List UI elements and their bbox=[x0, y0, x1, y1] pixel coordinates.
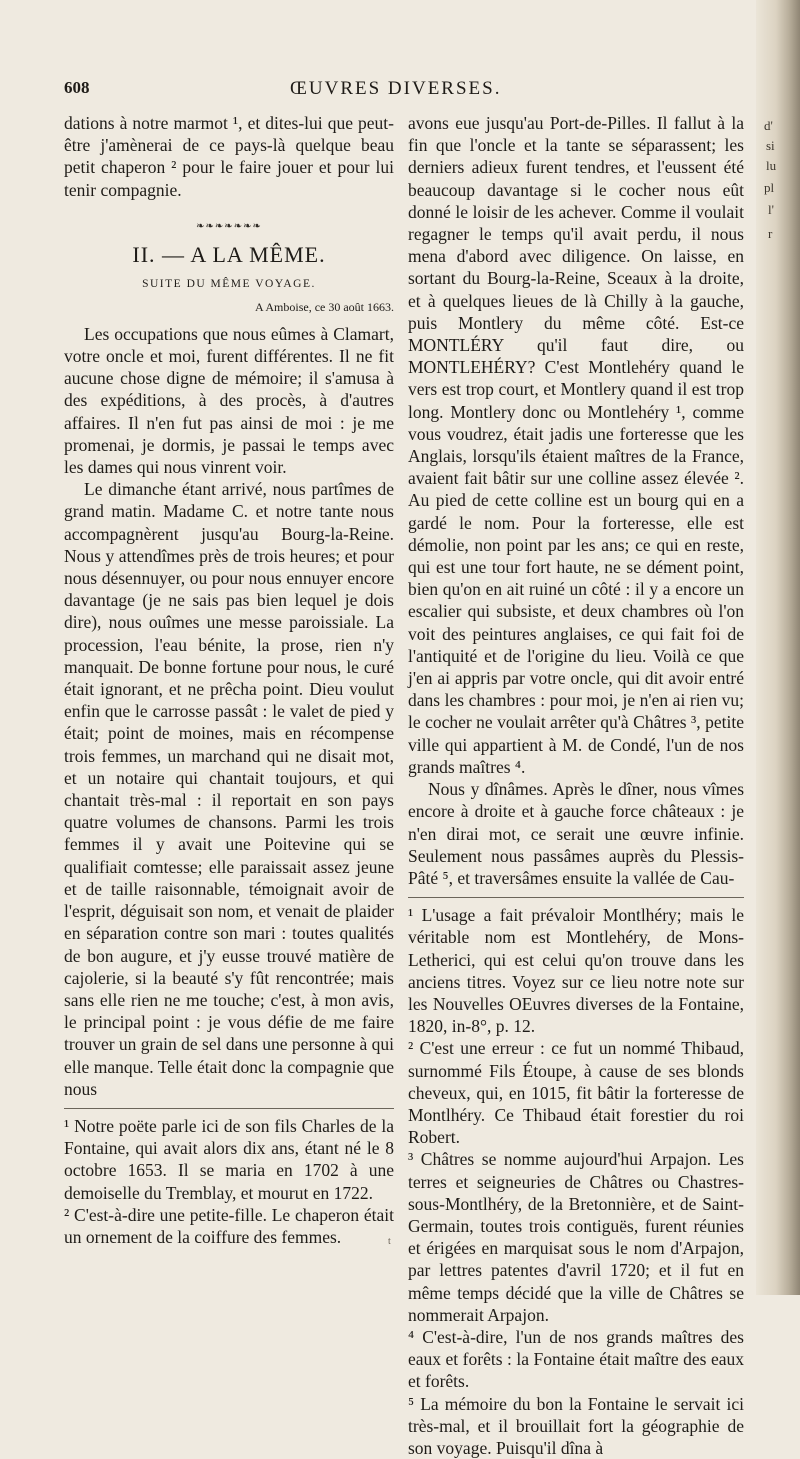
running-title: ŒUVRES DIVERSES. bbox=[290, 78, 502, 99]
right-column bbox=[408, 112, 744, 1459]
body-paragraph: avons eue jusqu'au Port-de-Pilles. Il fallut à la fin que l'oncle et la tante se séparassent; les derniers adieux furent tendres, et l'eussent été beaucoup davantage si le cocher nous eût donné le loisir de les achever. Comme il voulait regagner le temps qu'il avait perdu, il nous mena d'abord avec diligence. On laisse, en sortant du Bourg-la-Reine, Sceaux à la droite, et à quelques lieues de là Chilly à la gauche, puis Montlery du même côté. Est-ce MONTLÉRY qu'il faut dire, ou MONTLEHÉRY? C'est Montlehéry quand le vers est trop court, et Montlery quand il est trop long. Montlery donc ou Montlehéry ¹, comme vous voudrez, était jadis une forteresse que les Anglais, lorsqu'ils étaient maîtres de la France, avaient fait bâtir sur une colline assez élevée ². Au pied de cette colline est un bourg qui en a gardé le nom. Pour la forteresse, elle est démolie, non point par les ans; ce qui en reste, qui est une tour fort haute, ne se dément point, bien qu'on en ait ruiné un côté : il y a encore un escalier qui subsiste, et deux chambres où l'on voit des peintures anglaises, ce qui fait foi de l'antiquité et de l'origine du lieu. Voilà ce que j'en ai appris par votre oncle, qui dit avoir entré dans les chambres : pour moi, je n'en ai rien vu; le cocher ne voulait arrêter qu'à Châtres ³, petite ville qui appartient à M. de Condé, l'un de nos grands maîtres ⁴. bbox=[408, 113, 744, 777]
footnote: ⁴ C'est-à-dire, l'un de nos grands maîtres des eaux et forêts : la Fontaine était maître des eaux et forêts. bbox=[408, 1326, 744, 1392]
letter-dateline: A Amboise, ce 30 août 1663. bbox=[255, 299, 394, 314]
section-title: II. — A LA MÊME. bbox=[132, 241, 326, 267]
margin-fragment: r bbox=[768, 226, 773, 241]
footnote-divider bbox=[64, 1108, 394, 1109]
footnote: ³ Châtres se nomme aujourd'hui Arpajon. Les terres et seigneuries de Châtres ou Chastres-sous-Montlhéry, de la Bretonnière, et de Saint-Germain, toutes trois contiguës, furent réunies et érigées en marquisat sous le nom d'Arpajon, par lettres patentes d'avril 1720; et il fut en même temps décidé que la ville de Châtres se nommerait Arpajon. bbox=[408, 1149, 744, 1325]
left-column bbox=[64, 112, 394, 1248]
footnote-divider bbox=[408, 897, 744, 898]
margin-fragment: pl bbox=[764, 180, 775, 195]
margin-fragment: l' bbox=[768, 202, 774, 217]
body-paragraph: Le dimanche étant arrivé, nous partîmes de grand matin. Madame C. et notre tante nous accompagnèrent jusqu'au Bourg-la-Reine. Nous y attendîmes près de trois heures; et pour nous désennuyer, ou pour nous ennuyer encore davantage (je ne sais pas bien lequel je dois dire), nous ouîmes une messe paroissiale. La procession, l'eau bénite, la prose, rien n'y manquait. De bonne fortune pour nous, le curé était ignorant, et ne prêcha point. Dieu voulut enfin que le carrosse passât : le valet de pied y était; point de moines, mais en récompense trois femmes, un marchand qui ne disait mot, et un notaire qui chantait toujours, et qui chantait très-mal : il reportait en son pays quatre volumes de chansons. Parmi les trois femmes il y avait une Poitevine qui se qualifiait comtesse; elle paraissait assez jeune et de taille raisonnable, témoignait avoir de l'esprit, déguisait son nom, et venait de plaider en séparation contre son mari : toutes qualités de bon augure, et j'y eusse trouvé matière de cajolerie, si la beauté s'y fût rencontrée; mais sans elle rien ne me touche; c'est, à mon avis, le principal point : je vous défie de me faire trouver un grain de sel dans une personne à qui elle manque. Telle était donc la compagnie que nous bbox=[64, 479, 394, 1099]
body-paragraph: Les occupations que nous eûmes à Clamart, votre oncle et moi, furent différentes. Il ne fit aucune chose digne de mémoire; il s'amusa à des expéditions, à des procès, à d'autres affaires. Il n'en fut pas ainsi de moi : je me promenai, je dormis, je passai le temps avec les dames qui nous vinrent voir. bbox=[64, 323, 394, 478]
footnote: ¹ L'usage a fait prévaloir Montlhéry; mais le véritable nom est Montlehéry, de Mons-Letherici, qui est celui qu'on trouve dans les anciens titres. Voyez sur ce lieu notre note sur les Nouvelles OEuvres diverses de la Fontaine, 1820, in-8°, p. 12. bbox=[408, 905, 744, 1037]
page-number: 608 bbox=[64, 78, 90, 97]
adjacent-page-edge bbox=[756, 0, 800, 1295]
section-ornament: ❧❧❧❧❧❧❧ bbox=[196, 220, 262, 232]
margin-fragment: lu bbox=[766, 158, 777, 173]
continuation-paragraph: dations à notre marmot ¹, et dites-lui que peut-être j'amènerai de ce pays-là quelque beau petit chaperon ² pour le faire jouer et pour lui tenir compagnie. bbox=[64, 113, 394, 200]
margin-fragment: si bbox=[766, 138, 775, 153]
footnote: ⁵ La mémoire du bon la Fontaine le servait ici très-mal, et il brouillait fort la géographie de son voyage. Puisqu'il dîna à bbox=[408, 1393, 744, 1458]
printer-mark: t bbox=[388, 1236, 391, 1247]
footnote: ² C'est une erreur : ce fut un nommé Thibaud, surnommé Fils Étoupe, à cause de ses blonds cheveux, qui, en 1015, fit bâtir la forteresse de Montlhéry. Ce Thibaud était forestier du roi Robert. bbox=[408, 1038, 744, 1148]
body-paragraph: Nous y dînâmes. Après le dîner, nous vîmes encore à droite et à gauche force châteaux : je n'en dirai mot, ce serait une œuvre infinie. Seulement nous passâmes auprès du Plessis-Pâté ⁵, et traversâmes ensuite la vallée de Cau- bbox=[408, 779, 744, 888]
section-subtitle: SUITE DU MÊME VOYAGE. bbox=[142, 277, 316, 290]
footnote: ² C'est-à-dire une petite-fille. Le chaperon était un ornement de la coiffure des femmes. bbox=[64, 1204, 394, 1247]
footnote: ¹ Notre poëte parle ici de son fils Charles de la Fontaine, qui avait alors dix ans, étant né le 8 octobre 1653. Il se maria en 1702 à une demoiselle du Tremblay, et mourut en 1722. bbox=[64, 1115, 394, 1203]
margin-fragment: d' bbox=[764, 118, 773, 133]
